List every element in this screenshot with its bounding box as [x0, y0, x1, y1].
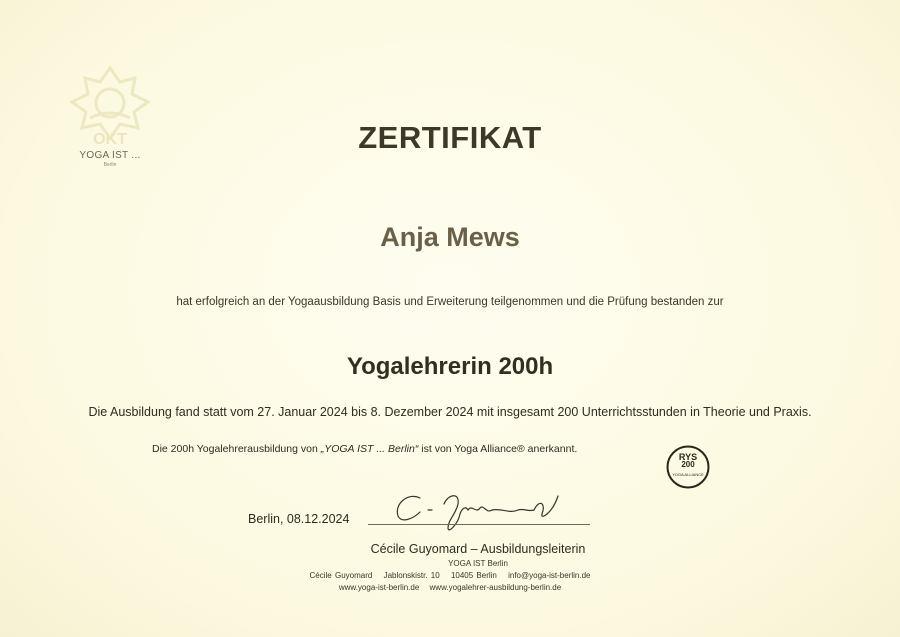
- website-2: www.yogalehrer-ausbildung-berlin.de: [429, 583, 562, 592]
- completion-statement: hat erfolgreich an der Yogaausbildung Basis und Erweiterung teilgenommen und die Prüfung bestanden zur: [176, 296, 724, 308]
- place-and-date: Berlin, 08.12.2024: [248, 512, 350, 526]
- signer-name: Cécile Guyomard – Ausbildungsleiterin: [370, 542, 586, 556]
- contact-person: Cécile Guyomard: [309, 571, 373, 580]
- badge-200: 200: [681, 460, 695, 469]
- badge-text: [666, 453, 710, 469]
- contact-street: Jablonskistr. 10: [383, 571, 440, 580]
- logo-subtext: Berlin: [103, 162, 117, 168]
- contact-line: [0, 571, 900, 580]
- website-1: www.yoga-ist-berlin.de: [338, 583, 420, 592]
- svg-text:OKT: OKT: [93, 131, 127, 148]
- accreditation-prefix: Die 200h Yogalehrerausbildung von: [152, 443, 321, 455]
- accreditation-text: [152, 443, 672, 455]
- accreditation-suffix: ist von Yoga Alliance® anerkannt.: [418, 443, 578, 455]
- badge-small-text: YOGA ALLIANCE: [672, 472, 704, 477]
- website-line: [0, 583, 900, 592]
- certificate-title: ZERTIFIKAT: [358, 120, 542, 155]
- rys-200-badge: [666, 445, 710, 489]
- badge-rys: RYS: [678, 452, 698, 462]
- logo-text: YOGA IST ...: [79, 150, 141, 161]
- signature-line: [368, 524, 590, 525]
- contact-city: 10405 Berlin: [450, 571, 497, 580]
- recipient-name: Anja Mews: [380, 222, 520, 252]
- accreditation-school-name: „YOGA IST ... Berlin“: [320, 443, 419, 455]
- course-dates-text: Die Ausbildung fand statt vom 27. Januar 2024 bis 8. Dezember 2024 mit insgesamt 200 Unterrichtsstunden in Theorie und Praxis.: [88, 405, 812, 419]
- contact-email: info@yoga-ist-berlin.de: [508, 571, 591, 580]
- school-name: YOGA IST Berlin: [448, 559, 508, 568]
- qualification-title: Yogalehrerin 200h: [346, 353, 554, 380]
